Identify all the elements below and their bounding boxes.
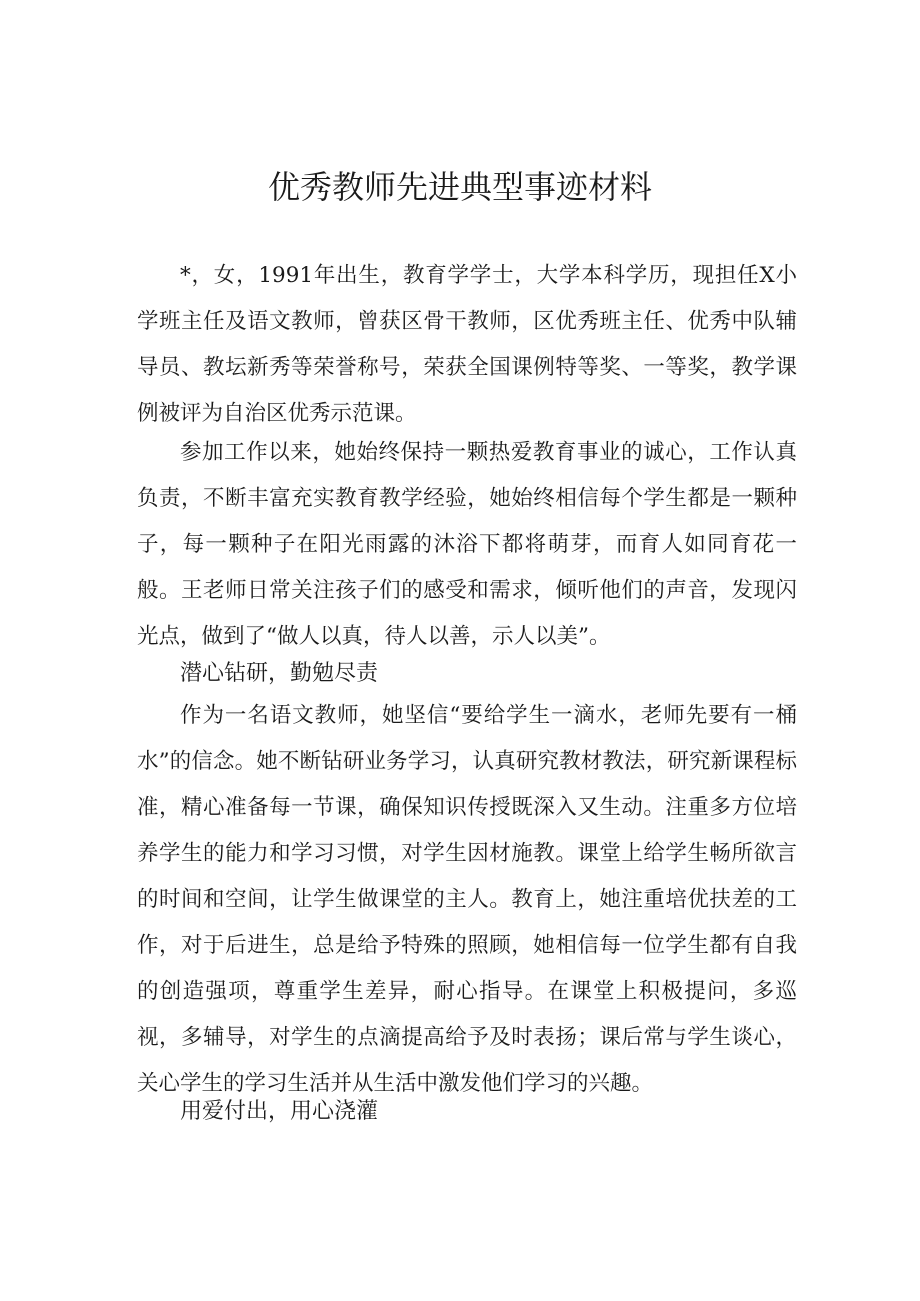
paragraph-2-block (137, 430, 797, 660)
paragraph-3-block (137, 693, 797, 1107)
paragraph-2: 参加工作以来，她始终保持一颗热爱教育事业的诚心，工作认真负责，不断丰富充实教育教学经验，她始终相信每个学生都是一颗种子，每一颗种子在阳光雨露的沐浴下都将萌芽，而育人如同育花一般。王老师日常关注孩子们的感受和需求，倾听他们的声音，发现闪光点，做到了“做人以真，待人以善，示人以美”。 (137, 440, 797, 649)
paragraph-1: *，女，1991年出生，教育学学士，大学本科学历，现担任X小学班主任及语文教师，曾获区骨干教师，区优秀班主任、优秀中队辅导员、教坛新秀等荣誉称号，荣获全国课例特等奖、一等奖，教学课例被评为自治区优秀示范课。 (137, 263, 797, 426)
paragraph-1-block (137, 253, 797, 437)
section-heading-2: 用爱付出，用心浇灌 (180, 1099, 379, 1124)
section-heading-1: 潜心钻研，勤勉尽责 (180, 661, 379, 686)
paragraph-3: 作为一名语文教师，她坚信“要给学生一滴水，老师先要有一桶水”的信念。她不断钻研业务学习，认真研究教材教法，研究新课程标准，精心准备每一节课，确保知识传授既深入又生动。注重多方位培养学生的能力和学习习惯，对学生因材施教。课堂上给学生畅所欲言的时间和空间，让学生做课堂的主人。教育上，她注重培优扶差的工作，对于后进生，总是给予特殊的照顾，她相信每一位学生都有自我的创造强项，尊重学生差异，耐心指导。在课堂上积极提问，多巡视，多辅导，对学生的点滴提高给予及时表扬；课后常与学生谈心，关心学生的学习生活并从生活中激发他们学习的兴趣。 (137, 703, 797, 1096)
document-title: 优秀教师先进典型事迹材料 (267, 168, 652, 206)
